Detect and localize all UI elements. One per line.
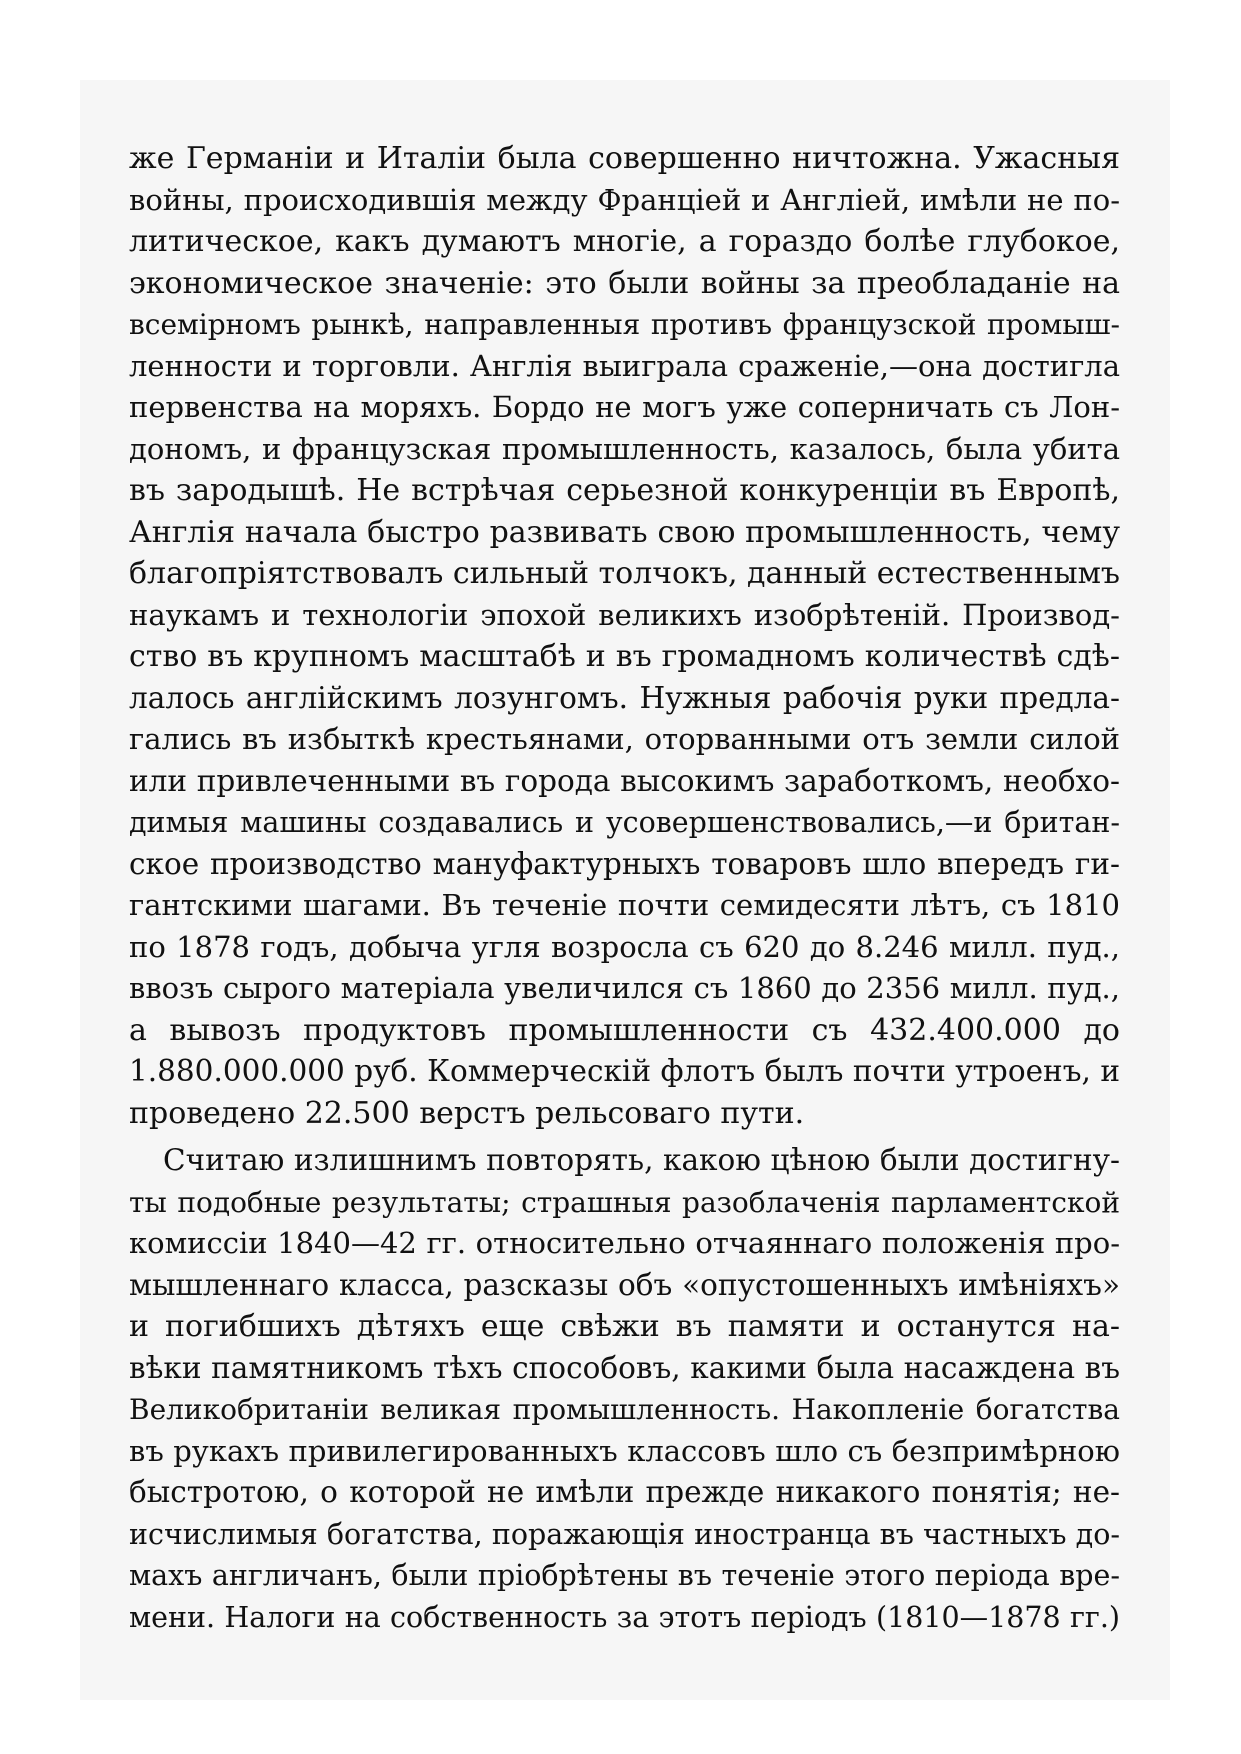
text-line: быстротою, о которой не имѣли прежде никакого понятія; не-	[129, 1475, 1120, 1509]
text-line: лалось англійскимъ лозунгомъ. Нужныя рабочія руки предла-	[129, 680, 1120, 715]
text-line: и погибшихъ дѣтяхъ еще свѣжи въ памяти и останутся на-	[129, 1309, 1120, 1344]
text-line: мышленнаго класса, разсказы объ «опустошенныхъ имѣніяхъ»	[129, 1267, 1120, 1302]
text-line: ское производство мануфактурныхъ товаровъ шло впередъ ги-	[129, 846, 1120, 881]
text-line: комиссіи 1840—42 гг. относительно отчаяннаго положенія про-	[129, 1226, 1120, 1260]
text-line: гались въ избыткѣ крестьянами, оторванными отъ земли силой	[129, 722, 1120, 756]
text-line: экономическое значеніе: это были войны за преобладаніе на	[129, 265, 1120, 301]
text-line: ввозъ сырого матеріала увеличился съ 1860 до 2356 милл. пуд.,	[129, 971, 1120, 1005]
text-line: войны, происходившія между Франціей и Англіей, имѣли не по-	[129, 182, 1120, 217]
text-line: или привлеченными въ города высокимъ заработкомъ, необхо-	[129, 763, 1120, 798]
text-line: Считаю излишнимъ повторять, какою цѣною были достигну-	[163, 1143, 1120, 1177]
text-line: проведено 22.500 верстъ рельсоваго пути.	[129, 1095, 805, 1131]
text-line: 1.880.000.000 руб. Коммерческій флотъ былъ почти утроенъ, и	[129, 1054, 1120, 1088]
text-line: благопріятствовалъ сильный толчокъ, данный естественнымъ	[129, 556, 1121, 591]
text-line: всемірномъ рынкѣ, направленныя противъ французской промыш-	[129, 308, 1120, 341]
text-line: ство въ крупномъ масштабѣ и въ громадномъ количествѣ сдѣ-	[129, 639, 1120, 674]
text-line: махъ англичанъ, были пріобрѣтены въ теченіе этого періода вре-	[129, 1559, 1120, 1592]
text-line: мени. Налоги на собственность за этотъ періодъ (1810—1878 гг.)	[129, 1600, 1120, 1634]
paragraph-1	[129, 138, 1120, 1134]
text-line: исчислимыя богатства, поражающія иностранца въ частныхъ до-	[129, 1517, 1120, 1551]
paragraph-2	[129, 1140, 1120, 1638]
text-line: наукамъ и технологіи эпохой великихъ изобрѣтеній. Производ-	[129, 597, 1120, 632]
text-line: ты подобные результаты; страшныя разоблаченія парламентской	[129, 1185, 1120, 1219]
text-line: въ рукахъ привилегированныхъ классовъ шло съ безпримѣрною	[129, 1433, 1120, 1468]
text-line: ленности и торговли. Англія выиграла сраженіе,—она достигла	[129, 348, 1120, 383]
text-line: дономъ, и французская промышленность, казалось, была убита	[129, 431, 1120, 466]
text-line: въ зародышѣ. Не встрѣчая серьезной конкуренціи въ Европѣ,	[129, 473, 1120, 508]
text-line: по 1878 годъ, добыча угля возросла съ 620 до 8.246 милл. пуд.,	[129, 929, 1120, 964]
text-line: первенства на моряхъ. Бордо не могъ уже соперничать съ Лон-	[129, 390, 1120, 424]
text-line: димыя машины создавались и усовершенствовались,—и британ-	[129, 806, 1120, 839]
text-line: а вывозъ продуктовъ промышленности съ 432.400.000 до	[129, 1012, 1120, 1048]
text-line: гантскими шагами. Въ теченіе почти семидесяти лѣтъ, съ 1810	[129, 888, 1120, 922]
text-line: вѣки памятникомъ тѣхъ способовъ, какими была насаждена въ	[129, 1350, 1120, 1385]
text-line: же Германіи и Италіи была совершенно ничтожна. Ужасныя	[129, 141, 1120, 176]
text-line: Великобританіи великая промышленность. Накопленіе богатства	[129, 1393, 1120, 1426]
text-line: Англія начала быстро развивать свою промышленность, чему	[129, 514, 1120, 550]
text-line: литическое, какъ думаютъ многіе, а гораздо болѣе глубокое,	[129, 224, 1120, 259]
body-text	[129, 138, 1120, 1638]
